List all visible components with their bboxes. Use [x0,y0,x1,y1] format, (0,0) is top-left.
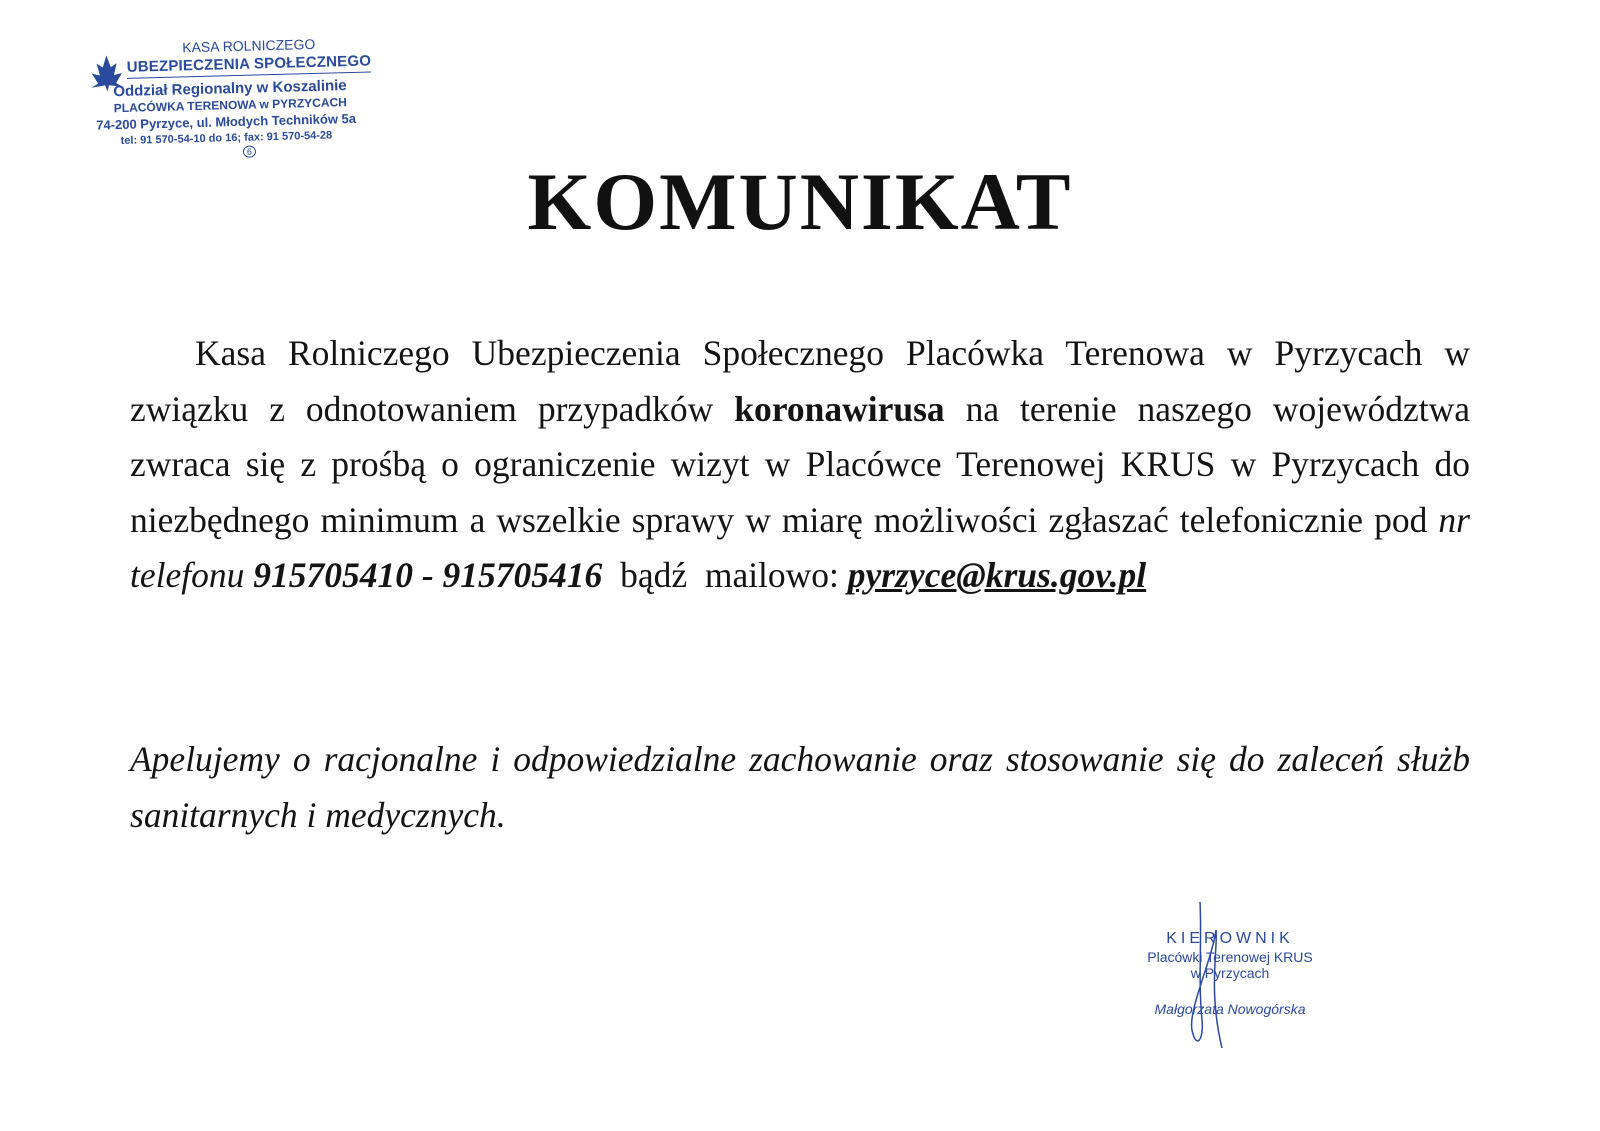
body-text-part-2: na terenie naszego województwa zwraca się z prośbą o ograniczenie wizyt w Placówce Terenowej KRUS w Pyrzycach do niezbędnego minimum a wszelkie sprawy w miarę możliwości zgłaszać telefonicznie pod [130,388,1470,540]
stamp-line-branch: Oddział Regionalny w Koszalinie [113,77,347,101]
appeal-paragraph: Apelujemy o racjonalne i odpowiedzialne zachowanie oraz stosowanie się do zaleceń służb sanitarnych i medycznych. [130,739,1470,835]
stamp-line-institution-2: UBEZPIECZENIA SPOŁECZNEGO [127,52,372,78]
body-text-part-1: Kasa Rolniczego Ubezpieczenia Społecznego Placówka Terenowa w Pyrzycach w związku z odnotowaniem przypadków [130,333,1470,429]
signature-name: Małgorzata Nowogórska [1154,1001,1306,1017]
email-link[interactable]: pyrzyce@krus.gov.pl [847,555,1147,595]
stamp-line-address: 74-200 Pyrzyce, ul. Młodych Techników 5a [96,110,357,133]
office-stamp [82,31,415,175]
body-bold-keyword: koronawirusa [734,388,945,429]
stamp-line-office: PLACÓWKA TERENOWA w PYRZYCACH [113,95,348,116]
stamp-number: 6 [243,145,256,157]
document-title: KOMUNIKAT [527,156,1073,247]
phone-label: nr telefonu [130,499,1470,595]
body-text-part-3: bądź mailowo: [602,555,848,595]
stamp-line-contact: tel: 91 570-54-10 do 16; fax: 91 570-54-28 [120,129,333,148]
stamp-line-institution: KASA ROLNICZEGO [182,35,316,56]
announcement-body [130,326,1470,604]
phone-numbers: 915705410 - 915705416 [253,555,603,595]
signature-role: KIEROWNIK [1166,930,1294,947]
signature-stamp [1120,930,1340,1017]
signature-place: w Pyrzycach [1190,965,1270,981]
signature-unit: Placówki Terenowej KRUS [1147,949,1313,965]
